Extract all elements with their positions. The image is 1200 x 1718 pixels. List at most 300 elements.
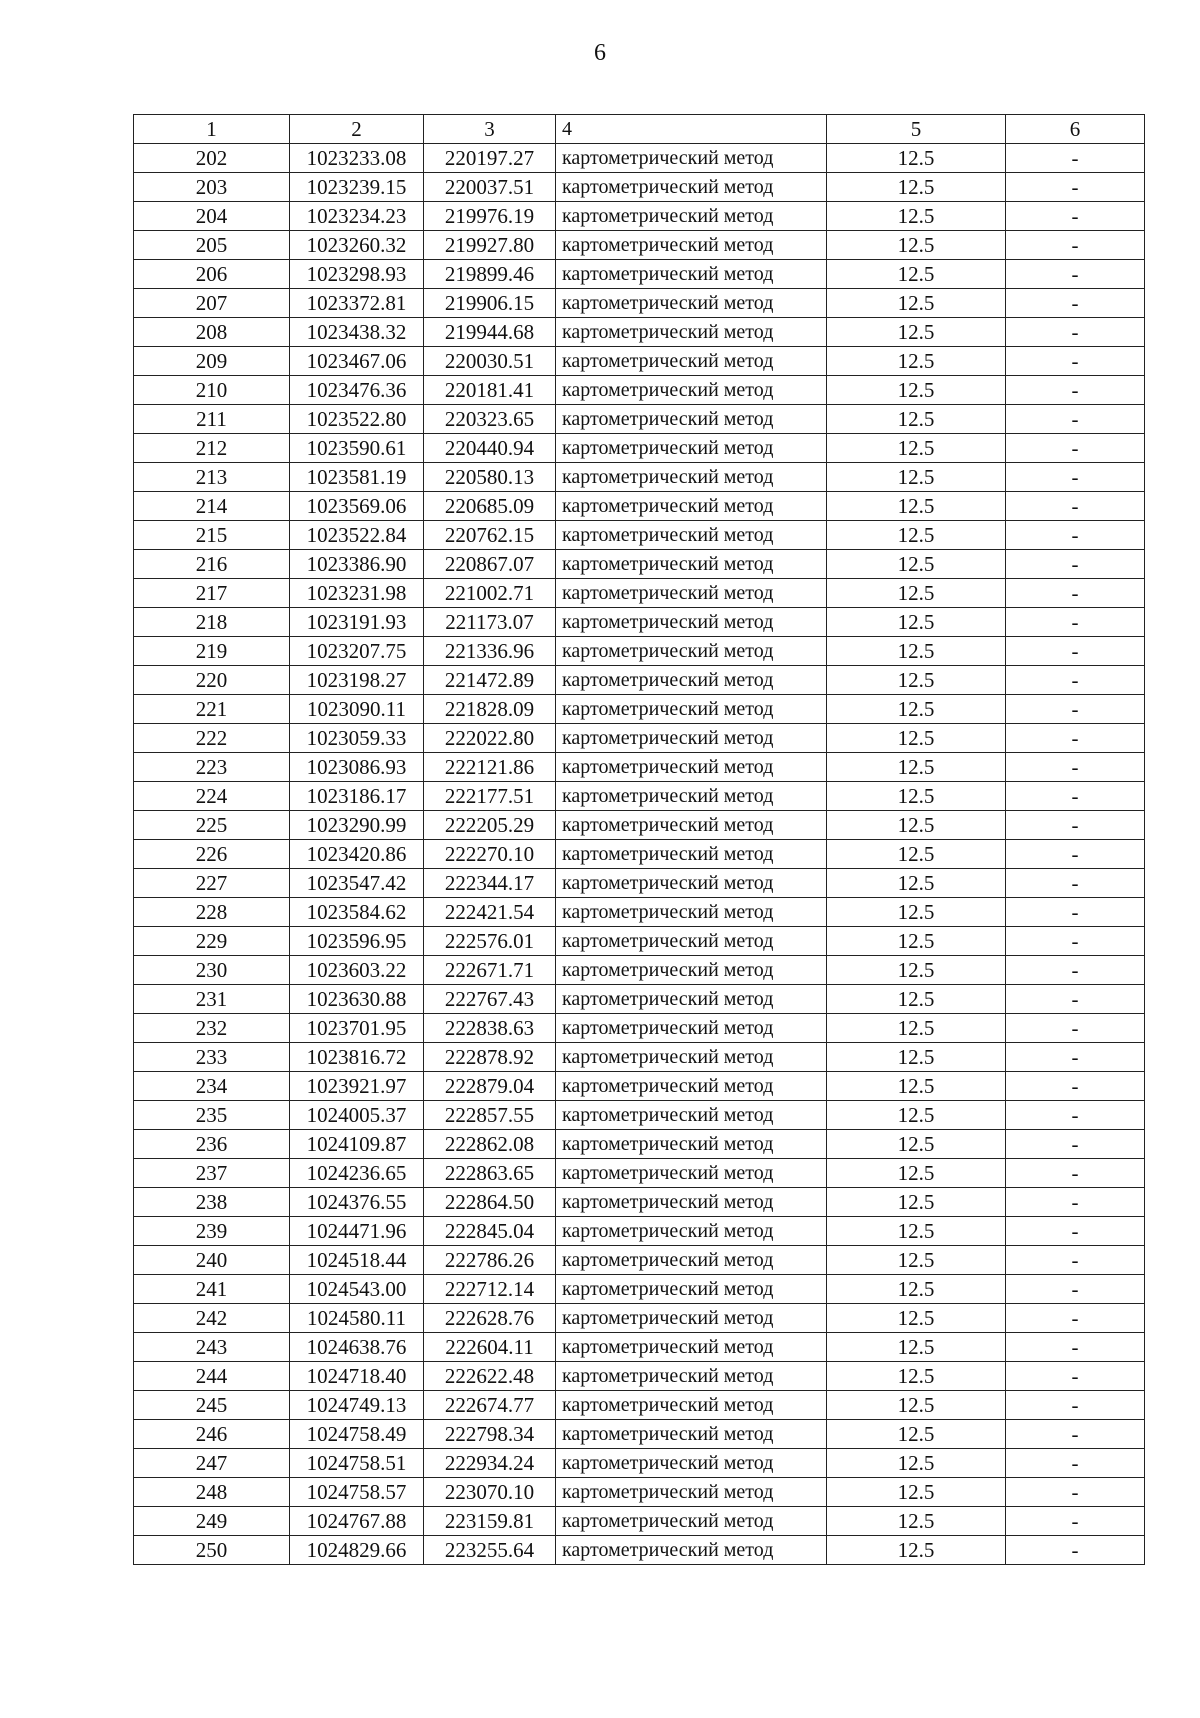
description-cell: - bbox=[1006, 202, 1145, 231]
accuracy-cell: 12.5 bbox=[827, 1507, 1006, 1536]
x-coordinate-cell: 1023420.86 bbox=[290, 840, 424, 869]
y-coordinate-cell: 220323.65 bbox=[424, 405, 556, 434]
y-coordinate-cell: 219927.80 bbox=[424, 231, 556, 260]
accuracy-cell: 12.5 bbox=[827, 1043, 1006, 1072]
accuracy-cell: 12.5 bbox=[827, 956, 1006, 985]
x-coordinate-cell: 1024376.55 bbox=[290, 1188, 424, 1217]
y-coordinate-cell: 222022.80 bbox=[424, 724, 556, 753]
description-cell: - bbox=[1006, 1275, 1145, 1304]
coordinates-table bbox=[133, 114, 1145, 1565]
table-row bbox=[134, 666, 1145, 695]
method-cell: картометрический метод bbox=[556, 1217, 827, 1246]
y-coordinate-cell: 220762.15 bbox=[424, 521, 556, 550]
method-cell: картометрический метод bbox=[556, 898, 827, 927]
x-coordinate-cell: 1023921.97 bbox=[290, 1072, 424, 1101]
x-coordinate-cell: 1023207.75 bbox=[290, 637, 424, 666]
description-cell: - bbox=[1006, 898, 1145, 927]
table-row bbox=[134, 463, 1145, 492]
table-row bbox=[134, 1333, 1145, 1362]
method-cell: картометрический метод bbox=[556, 1478, 827, 1507]
accuracy-cell: 12.5 bbox=[827, 1478, 1006, 1507]
point-number-cell: 247 bbox=[134, 1449, 290, 1478]
y-coordinate-cell: 223070.10 bbox=[424, 1478, 556, 1507]
y-coordinate-cell: 220197.27 bbox=[424, 144, 556, 173]
description-cell: - bbox=[1006, 1420, 1145, 1449]
table-row bbox=[134, 1014, 1145, 1043]
description-cell: - bbox=[1006, 608, 1145, 637]
description-cell: - bbox=[1006, 869, 1145, 898]
x-coordinate-cell: 1024236.65 bbox=[290, 1159, 424, 1188]
x-coordinate-cell: 1024543.00 bbox=[290, 1275, 424, 1304]
point-number-cell: 209 bbox=[134, 347, 290, 376]
table-row bbox=[134, 492, 1145, 521]
table-row bbox=[134, 1536, 1145, 1565]
accuracy-cell: 12.5 bbox=[827, 1304, 1006, 1333]
accuracy-cell: 12.5 bbox=[827, 811, 1006, 840]
table-row bbox=[134, 898, 1145, 927]
x-coordinate-cell: 1024758.57 bbox=[290, 1478, 424, 1507]
x-coordinate-cell: 1024829.66 bbox=[290, 1536, 424, 1565]
accuracy-cell: 12.5 bbox=[827, 521, 1006, 550]
column-header-4: 4 bbox=[556, 115, 827, 144]
x-coordinate-cell: 1024109.87 bbox=[290, 1130, 424, 1159]
point-number-cell: 223 bbox=[134, 753, 290, 782]
accuracy-cell: 12.5 bbox=[827, 1362, 1006, 1391]
description-cell: - bbox=[1006, 840, 1145, 869]
method-cell: картометрический метод bbox=[556, 289, 827, 318]
accuracy-cell: 12.5 bbox=[827, 898, 1006, 927]
table-row bbox=[134, 1072, 1145, 1101]
x-coordinate-cell: 1023231.98 bbox=[290, 579, 424, 608]
table-row bbox=[134, 202, 1145, 231]
accuracy-cell: 12.5 bbox=[827, 985, 1006, 1014]
table-row bbox=[134, 289, 1145, 318]
point-number-cell: 207 bbox=[134, 289, 290, 318]
point-number-cell: 216 bbox=[134, 550, 290, 579]
y-coordinate-cell: 222864.50 bbox=[424, 1188, 556, 1217]
method-cell: картометрический метод bbox=[556, 811, 827, 840]
column-header-5: 5 bbox=[827, 115, 1006, 144]
x-coordinate-cell: 1023198.27 bbox=[290, 666, 424, 695]
point-number-cell: 249 bbox=[134, 1507, 290, 1536]
description-cell: - bbox=[1006, 231, 1145, 260]
accuracy-cell: 12.5 bbox=[827, 376, 1006, 405]
x-coordinate-cell: 1023438.32 bbox=[290, 318, 424, 347]
accuracy-cell: 12.5 bbox=[827, 1333, 1006, 1362]
description-cell: - bbox=[1006, 811, 1145, 840]
method-cell: картометрический метод bbox=[556, 840, 827, 869]
x-coordinate-cell: 1023630.88 bbox=[290, 985, 424, 1014]
table-row bbox=[134, 695, 1145, 724]
y-coordinate-cell: 222205.29 bbox=[424, 811, 556, 840]
method-cell: картометрический метод bbox=[556, 1333, 827, 1362]
description-cell: - bbox=[1006, 1478, 1145, 1507]
table-row bbox=[134, 1478, 1145, 1507]
point-number-cell: 238 bbox=[134, 1188, 290, 1217]
method-cell: картометрический метод bbox=[556, 492, 827, 521]
method-cell: картометрический метод bbox=[556, 1072, 827, 1101]
table-row bbox=[134, 1304, 1145, 1333]
table-row bbox=[134, 1449, 1145, 1478]
point-number-cell: 233 bbox=[134, 1043, 290, 1072]
table-row bbox=[134, 985, 1145, 1014]
description-cell: - bbox=[1006, 1130, 1145, 1159]
method-cell: картометрический метод bbox=[556, 782, 827, 811]
description-cell: - bbox=[1006, 1072, 1145, 1101]
y-coordinate-cell: 221173.07 bbox=[424, 608, 556, 637]
table-row bbox=[134, 434, 1145, 463]
description-cell: - bbox=[1006, 724, 1145, 753]
y-coordinate-cell: 220030.51 bbox=[424, 347, 556, 376]
x-coordinate-cell: 1023372.81 bbox=[290, 289, 424, 318]
description-cell: - bbox=[1006, 927, 1145, 956]
point-number-cell: 237 bbox=[134, 1159, 290, 1188]
point-number-cell: 235 bbox=[134, 1101, 290, 1130]
y-coordinate-cell: 220867.07 bbox=[424, 550, 556, 579]
point-number-cell: 219 bbox=[134, 637, 290, 666]
accuracy-cell: 12.5 bbox=[827, 1536, 1006, 1565]
y-coordinate-cell: 221002.71 bbox=[424, 579, 556, 608]
x-coordinate-cell: 1023603.22 bbox=[290, 956, 424, 985]
y-coordinate-cell: 222121.86 bbox=[424, 753, 556, 782]
method-cell: картометрический метод bbox=[556, 927, 827, 956]
point-number-cell: 232 bbox=[134, 1014, 290, 1043]
description-cell: - bbox=[1006, 1507, 1145, 1536]
description-cell: - bbox=[1006, 434, 1145, 463]
y-coordinate-cell: 222767.43 bbox=[424, 985, 556, 1014]
table-row bbox=[134, 608, 1145, 637]
x-coordinate-cell: 1023233.08 bbox=[290, 144, 424, 173]
accuracy-cell: 12.5 bbox=[827, 1420, 1006, 1449]
table-row bbox=[134, 811, 1145, 840]
accuracy-cell: 12.5 bbox=[827, 695, 1006, 724]
accuracy-cell: 12.5 bbox=[827, 840, 1006, 869]
y-coordinate-cell: 222421.54 bbox=[424, 898, 556, 927]
accuracy-cell: 12.5 bbox=[827, 550, 1006, 579]
description-cell: - bbox=[1006, 376, 1145, 405]
accuracy-cell: 12.5 bbox=[827, 405, 1006, 434]
y-coordinate-cell: 219899.46 bbox=[424, 260, 556, 289]
description-cell: - bbox=[1006, 1188, 1145, 1217]
point-number-cell: 234 bbox=[134, 1072, 290, 1101]
y-coordinate-cell: 223159.81 bbox=[424, 1507, 556, 1536]
point-number-cell: 242 bbox=[134, 1304, 290, 1333]
y-coordinate-cell: 222798.34 bbox=[424, 1420, 556, 1449]
description-cell: - bbox=[1006, 521, 1145, 550]
accuracy-cell: 12.5 bbox=[827, 666, 1006, 695]
x-coordinate-cell: 1024718.40 bbox=[290, 1362, 424, 1391]
point-number-cell: 231 bbox=[134, 985, 290, 1014]
point-number-cell: 225 bbox=[134, 811, 290, 840]
x-coordinate-cell: 1023298.93 bbox=[290, 260, 424, 289]
point-number-cell: 218 bbox=[134, 608, 290, 637]
y-coordinate-cell: 222786.26 bbox=[424, 1246, 556, 1275]
point-number-cell: 213 bbox=[134, 463, 290, 492]
point-number-cell: 245 bbox=[134, 1391, 290, 1420]
description-cell: - bbox=[1006, 1536, 1145, 1565]
description-cell: - bbox=[1006, 1043, 1145, 1072]
point-number-cell: 206 bbox=[134, 260, 290, 289]
point-number-cell: 215 bbox=[134, 521, 290, 550]
table-row bbox=[134, 956, 1145, 985]
description-cell: - bbox=[1006, 1246, 1145, 1275]
point-number-cell: 250 bbox=[134, 1536, 290, 1565]
point-number-cell: 230 bbox=[134, 956, 290, 985]
method-cell: картометрический метод bbox=[556, 521, 827, 550]
x-coordinate-cell: 1024580.11 bbox=[290, 1304, 424, 1333]
point-number-cell: 202 bbox=[134, 144, 290, 173]
table-row bbox=[134, 173, 1145, 202]
y-coordinate-cell: 222270.10 bbox=[424, 840, 556, 869]
method-cell: картометрический метод bbox=[556, 1101, 827, 1130]
x-coordinate-cell: 1023059.33 bbox=[290, 724, 424, 753]
accuracy-cell: 12.5 bbox=[827, 637, 1006, 666]
description-cell: - bbox=[1006, 695, 1145, 724]
description-cell: - bbox=[1006, 550, 1145, 579]
table-row bbox=[134, 1043, 1145, 1072]
method-cell: картометрический метод bbox=[556, 666, 827, 695]
accuracy-cell: 12.5 bbox=[827, 492, 1006, 521]
y-coordinate-cell: 220580.13 bbox=[424, 463, 556, 492]
x-coordinate-cell: 1023590.61 bbox=[290, 434, 424, 463]
table-row bbox=[134, 1420, 1145, 1449]
point-number-cell: 214 bbox=[134, 492, 290, 521]
point-number-cell: 210 bbox=[134, 376, 290, 405]
accuracy-cell: 12.5 bbox=[827, 173, 1006, 202]
method-cell: картометрический метод bbox=[556, 1304, 827, 1333]
column-header-1: 1 bbox=[134, 115, 290, 144]
table-row bbox=[134, 724, 1145, 753]
x-coordinate-cell: 1023547.42 bbox=[290, 869, 424, 898]
table-row bbox=[134, 753, 1145, 782]
x-coordinate-cell: 1024749.13 bbox=[290, 1391, 424, 1420]
point-number-cell: 224 bbox=[134, 782, 290, 811]
accuracy-cell: 12.5 bbox=[827, 260, 1006, 289]
point-number-cell: 239 bbox=[134, 1217, 290, 1246]
method-cell: картометрический метод bbox=[556, 724, 827, 753]
table-header-row bbox=[134, 115, 1145, 144]
x-coordinate-cell: 1023596.95 bbox=[290, 927, 424, 956]
accuracy-cell: 12.5 bbox=[827, 1072, 1006, 1101]
point-number-cell: 241 bbox=[134, 1275, 290, 1304]
accuracy-cell: 12.5 bbox=[827, 782, 1006, 811]
table-row bbox=[134, 1101, 1145, 1130]
accuracy-cell: 12.5 bbox=[827, 144, 1006, 173]
y-coordinate-cell: 222712.14 bbox=[424, 1275, 556, 1304]
point-number-cell: 211 bbox=[134, 405, 290, 434]
table-row bbox=[134, 869, 1145, 898]
method-cell: картометрический метод bbox=[556, 231, 827, 260]
x-coordinate-cell: 1023090.11 bbox=[290, 695, 424, 724]
x-coordinate-cell: 1023581.19 bbox=[290, 463, 424, 492]
accuracy-cell: 12.5 bbox=[827, 1217, 1006, 1246]
description-cell: - bbox=[1006, 173, 1145, 202]
method-cell: картометрический метод bbox=[556, 376, 827, 405]
method-cell: картометрический метод bbox=[556, 1043, 827, 1072]
x-coordinate-cell: 1024518.44 bbox=[290, 1246, 424, 1275]
x-coordinate-cell: 1024638.76 bbox=[290, 1333, 424, 1362]
point-number-cell: 243 bbox=[134, 1333, 290, 1362]
accuracy-cell: 12.5 bbox=[827, 463, 1006, 492]
point-number-cell: 226 bbox=[134, 840, 290, 869]
point-number-cell: 212 bbox=[134, 434, 290, 463]
description-cell: - bbox=[1006, 753, 1145, 782]
method-cell: картометрический метод bbox=[556, 695, 827, 724]
accuracy-cell: 12.5 bbox=[827, 202, 1006, 231]
x-coordinate-cell: 1023234.23 bbox=[290, 202, 424, 231]
y-coordinate-cell: 222671.71 bbox=[424, 956, 556, 985]
y-coordinate-cell: 219944.68 bbox=[424, 318, 556, 347]
method-cell: картометрический метод bbox=[556, 1275, 827, 1304]
table-row bbox=[134, 1391, 1145, 1420]
y-coordinate-cell: 222604.11 bbox=[424, 1333, 556, 1362]
method-cell: картометрический метод bbox=[556, 985, 827, 1014]
accuracy-cell: 12.5 bbox=[827, 753, 1006, 782]
x-coordinate-cell: 1023186.17 bbox=[290, 782, 424, 811]
description-cell: - bbox=[1006, 492, 1145, 521]
accuracy-cell: 12.5 bbox=[827, 318, 1006, 347]
column-header-3: 3 bbox=[424, 115, 556, 144]
method-cell: картометрический метод bbox=[556, 173, 827, 202]
accuracy-cell: 12.5 bbox=[827, 869, 1006, 898]
x-coordinate-cell: 1023290.99 bbox=[290, 811, 424, 840]
x-coordinate-cell: 1024758.51 bbox=[290, 1449, 424, 1478]
point-number-cell: 205 bbox=[134, 231, 290, 260]
method-cell: картометрический метод bbox=[556, 1507, 827, 1536]
x-coordinate-cell: 1023584.62 bbox=[290, 898, 424, 927]
method-cell: картометрический метод bbox=[556, 1159, 827, 1188]
description-cell: - bbox=[1006, 260, 1145, 289]
y-coordinate-cell: 220037.51 bbox=[424, 173, 556, 202]
method-cell: картометрический метод bbox=[556, 753, 827, 782]
method-cell: картометрический метод bbox=[556, 637, 827, 666]
y-coordinate-cell: 222344.17 bbox=[424, 869, 556, 898]
method-cell: картометрический метод bbox=[556, 347, 827, 376]
x-coordinate-cell: 1024758.49 bbox=[290, 1420, 424, 1449]
method-cell: картометрический метод bbox=[556, 869, 827, 898]
description-cell: - bbox=[1006, 347, 1145, 376]
x-coordinate-cell: 1024471.96 bbox=[290, 1217, 424, 1246]
method-cell: картометрический метод bbox=[556, 608, 827, 637]
description-cell: - bbox=[1006, 463, 1145, 492]
method-cell: картометрический метод bbox=[556, 1188, 827, 1217]
method-cell: картометрический метод bbox=[556, 1130, 827, 1159]
description-cell: - bbox=[1006, 1014, 1145, 1043]
table-row bbox=[134, 1159, 1145, 1188]
method-cell: картометрический метод bbox=[556, 1362, 827, 1391]
accuracy-cell: 12.5 bbox=[827, 434, 1006, 463]
y-coordinate-cell: 222845.04 bbox=[424, 1217, 556, 1246]
x-coordinate-cell: 1023260.32 bbox=[290, 231, 424, 260]
column-header-2: 2 bbox=[290, 115, 424, 144]
point-number-cell: 220 bbox=[134, 666, 290, 695]
table-row bbox=[134, 144, 1145, 173]
table-row bbox=[134, 405, 1145, 434]
x-coordinate-cell: 1023476.36 bbox=[290, 376, 424, 405]
y-coordinate-cell: 222879.04 bbox=[424, 1072, 556, 1101]
method-cell: картометрический метод bbox=[556, 1246, 827, 1275]
point-number-cell: 229 bbox=[134, 927, 290, 956]
page-number: 6 bbox=[594, 40, 606, 66]
y-coordinate-cell: 222674.77 bbox=[424, 1391, 556, 1420]
accuracy-cell: 12.5 bbox=[827, 1014, 1006, 1043]
x-coordinate-cell: 1023386.90 bbox=[290, 550, 424, 579]
table-row bbox=[134, 1130, 1145, 1159]
point-number-cell: 236 bbox=[134, 1130, 290, 1159]
table-row bbox=[134, 347, 1145, 376]
point-number-cell: 240 bbox=[134, 1246, 290, 1275]
accuracy-cell: 12.5 bbox=[827, 1101, 1006, 1130]
table-row bbox=[134, 782, 1145, 811]
y-coordinate-cell: 222862.08 bbox=[424, 1130, 556, 1159]
method-cell: картометрический метод bbox=[556, 1391, 827, 1420]
y-coordinate-cell: 222934.24 bbox=[424, 1449, 556, 1478]
y-coordinate-cell: 222622.48 bbox=[424, 1362, 556, 1391]
accuracy-cell: 12.5 bbox=[827, 347, 1006, 376]
x-coordinate-cell: 1023467.06 bbox=[290, 347, 424, 376]
y-coordinate-cell: 221828.09 bbox=[424, 695, 556, 724]
x-coordinate-cell: 1023239.15 bbox=[290, 173, 424, 202]
y-coordinate-cell: 222177.51 bbox=[424, 782, 556, 811]
accuracy-cell: 12.5 bbox=[827, 1188, 1006, 1217]
table-row bbox=[134, 1188, 1145, 1217]
y-coordinate-cell: 221336.96 bbox=[424, 637, 556, 666]
method-cell: картометрический метод bbox=[556, 202, 827, 231]
description-cell: - bbox=[1006, 144, 1145, 173]
method-cell: картометрический метод bbox=[556, 144, 827, 173]
y-coordinate-cell: 221472.89 bbox=[424, 666, 556, 695]
point-number-cell: 203 bbox=[134, 173, 290, 202]
y-coordinate-cell: 220440.94 bbox=[424, 434, 556, 463]
point-number-cell: 204 bbox=[134, 202, 290, 231]
method-cell: картометрический метод bbox=[556, 434, 827, 463]
table-row bbox=[134, 1246, 1145, 1275]
description-cell: - bbox=[1006, 1449, 1145, 1478]
description-cell: - bbox=[1006, 318, 1145, 347]
description-cell: - bbox=[1006, 1304, 1145, 1333]
method-cell: картометрический метод bbox=[556, 1449, 827, 1478]
y-coordinate-cell: 222628.76 bbox=[424, 1304, 556, 1333]
table-row bbox=[134, 1217, 1145, 1246]
description-cell: - bbox=[1006, 405, 1145, 434]
y-coordinate-cell: 220181.41 bbox=[424, 376, 556, 405]
description-cell: - bbox=[1006, 637, 1145, 666]
method-cell: картометрический метод bbox=[556, 318, 827, 347]
table-row bbox=[134, 1362, 1145, 1391]
accuracy-cell: 12.5 bbox=[827, 1246, 1006, 1275]
y-coordinate-cell: 220685.09 bbox=[424, 492, 556, 521]
method-cell: картометрический метод bbox=[556, 1536, 827, 1565]
point-number-cell: 246 bbox=[134, 1420, 290, 1449]
table-row bbox=[134, 579, 1145, 608]
point-number-cell: 208 bbox=[134, 318, 290, 347]
table-row bbox=[134, 1507, 1145, 1536]
method-cell: картометрический метод bbox=[556, 579, 827, 608]
accuracy-cell: 12.5 bbox=[827, 1275, 1006, 1304]
accuracy-cell: 12.5 bbox=[827, 608, 1006, 637]
accuracy-cell: 12.5 bbox=[827, 289, 1006, 318]
x-coordinate-cell: 1024005.37 bbox=[290, 1101, 424, 1130]
table-row bbox=[134, 521, 1145, 550]
accuracy-cell: 12.5 bbox=[827, 231, 1006, 260]
x-coordinate-cell: 1023522.84 bbox=[290, 521, 424, 550]
table-row bbox=[134, 840, 1145, 869]
description-cell: - bbox=[1006, 579, 1145, 608]
table-row bbox=[134, 637, 1145, 666]
table-row bbox=[134, 231, 1145, 260]
accuracy-cell: 12.5 bbox=[827, 1159, 1006, 1188]
method-cell: картометрический метод bbox=[556, 1014, 827, 1043]
